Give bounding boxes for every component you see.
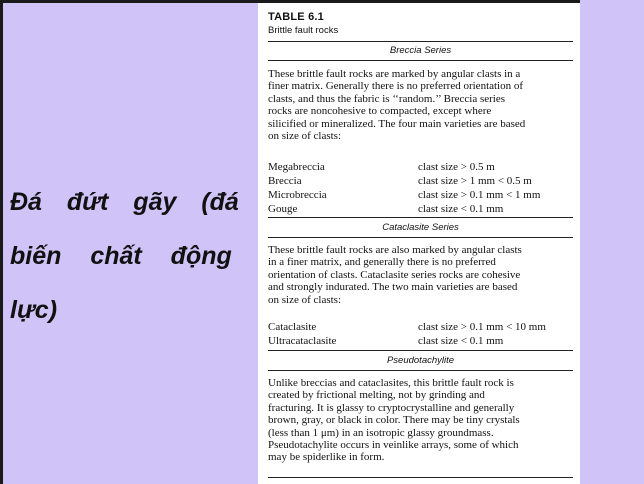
- slide-heading-line-2: biến chất động: [10, 242, 232, 270]
- rock-name: Megabreccia: [268, 161, 325, 173]
- text-line: finer matrix. Generally there is no preferred orientation of: [268, 80, 524, 93]
- table-subtitle: Brittle fault rocks: [268, 25, 339, 36]
- slide-heading: [10, 188, 250, 350]
- right-margin-band: [580, 0, 644, 484]
- text-line: in a finer matrix, and generally there is no preferred: [268, 256, 496, 269]
- table-top-rule: [268, 41, 573, 42]
- text-line: These brittle fault rocks are marked by angular clasts in a: [268, 68, 521, 80]
- text-line: Pseudotachylite occurs in veinlike arrays, some of which: [268, 439, 519, 452]
- text-line: Unlike breccias and cataclasites, this brittle fault rock is: [268, 377, 514, 389]
- table-bottom-rule: [268, 477, 573, 478]
- section-heading-breccia: Breccia Series: [389, 45, 452, 56]
- frame-left-border: [0, 0, 3, 484]
- section-heading-cataclasite: Cataclasite Series: [382, 222, 459, 233]
- table-title: TABLE 6.1: [268, 11, 324, 23]
- section-rule: [268, 370, 573, 371]
- clast-size: clast size < 0.1 mm: [418, 203, 504, 215]
- rock-name: Breccia: [268, 175, 302, 187]
- text-line: brown, gray, or black in color. There may be tiny crystals: [268, 414, 520, 427]
- slide-heading-line-1: Đá đứt gãy (đá: [10, 188, 239, 216]
- text-line: on size of clasts:: [268, 130, 342, 143]
- clast-size: clast size > 0.1 mm < 1 mm: [418, 189, 541, 201]
- text-line: and strongly indurated. The two main varieties are based: [268, 281, 518, 294]
- text-line: on size of clasts:: [268, 293, 342, 306]
- text-line: silicified or mineralized. The four main varieties are based: [268, 117, 526, 130]
- text-line: clasts, and thus the fabric is ‘‘random.’’ Breccia series: [268, 92, 506, 105]
- rock-name: Cataclasite: [268, 321, 317, 333]
- section-rule: [268, 60, 573, 61]
- breccia-description: [268, 68, 573, 142]
- text-line: fracturing. It is glassy to cryptocrystalline and generally: [268, 401, 515, 414]
- rock-name: Gouge: [268, 203, 298, 215]
- table-page: [258, 3, 580, 484]
- text-line: These brittle fault rocks are also marked by angular clasts: [268, 244, 522, 256]
- section-rule: [268, 217, 573, 218]
- text-line: orientation of clasts. Cataclasite series rocks are cohesive: [268, 268, 521, 281]
- cataclasite-description: [268, 244, 573, 306]
- rock-name: Microbreccia: [268, 189, 327, 201]
- section-rule: [268, 350, 573, 351]
- text-line: (less than 1 μm) in an isotropic glassy groundmass.: [268, 426, 494, 439]
- text-line: created by frictional melting, not by grinding and: [268, 389, 485, 402]
- clast-size: clast size > 1 mm < 0.5 m: [418, 175, 532, 187]
- slide-heading-line-3: lực): [10, 296, 58, 324]
- rock-name: Ultracataclasite: [268, 335, 337, 347]
- text-line: may be spiderlike in form.: [268, 451, 385, 464]
- clast-size: clast size > 0.1 mm < 10 mm: [418, 321, 546, 333]
- section-rule: [268, 237, 573, 238]
- clast-size: clast size < 0.1 mm: [418, 335, 504, 347]
- section-heading-pseudotachylite: Pseudotachylite: [386, 355, 455, 366]
- text-line: rocks are noncohesive to compacted, except where: [268, 105, 492, 118]
- clast-size: clast size > 0.5 m: [418, 161, 495, 173]
- pseudotachylite-description: [268, 377, 573, 464]
